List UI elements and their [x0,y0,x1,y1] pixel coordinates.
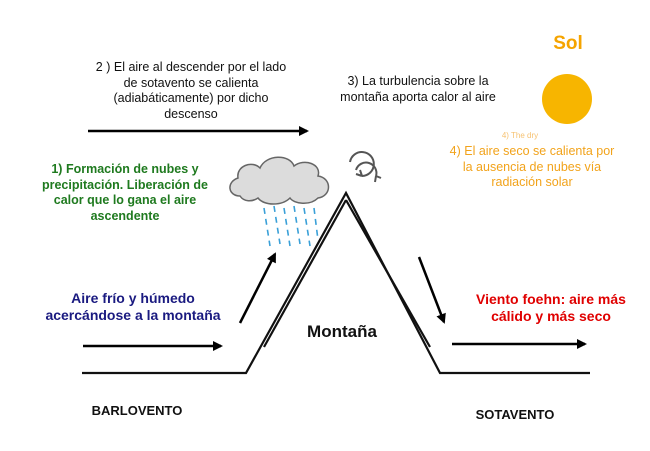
sun-icon [542,74,592,124]
rain-icon [264,206,318,246]
cloud-icon [230,157,329,204]
step3-text: 3) La turbulencia sobre la montaña aporta calor al aire [340,74,496,104]
leeward-label: SOTAVENTO [475,407,555,422]
mountain-label: Montaña [307,322,377,341]
step2-text: 2 ) El aire al descender por el lado de sotavento se calienta (adiabáticamente) por dicho descenso [95,60,287,121]
cold-air-text: Aire frío y húmedo acercándose a la montaña [45,290,221,323]
sun-label: Sol [553,33,583,54]
foehn-text: Viento foehn: aire más cálido y más seco [476,291,626,324]
arrow-ascent [240,254,275,323]
turbulence-icon [350,152,381,182]
arrow-lee-descent [419,257,444,322]
windward-label: BARLOVENTO [91,403,183,418]
step4-text: 4) El aire seco se calienta por la ausencia de nubes vía radiación solar [449,144,615,189]
step1-text: 1) Formación de nubes y precipitación. Liberación de calor que lo gana el aire ascendente [41,162,208,223]
step4-ghost-text: 4) The dry [501,131,539,140]
